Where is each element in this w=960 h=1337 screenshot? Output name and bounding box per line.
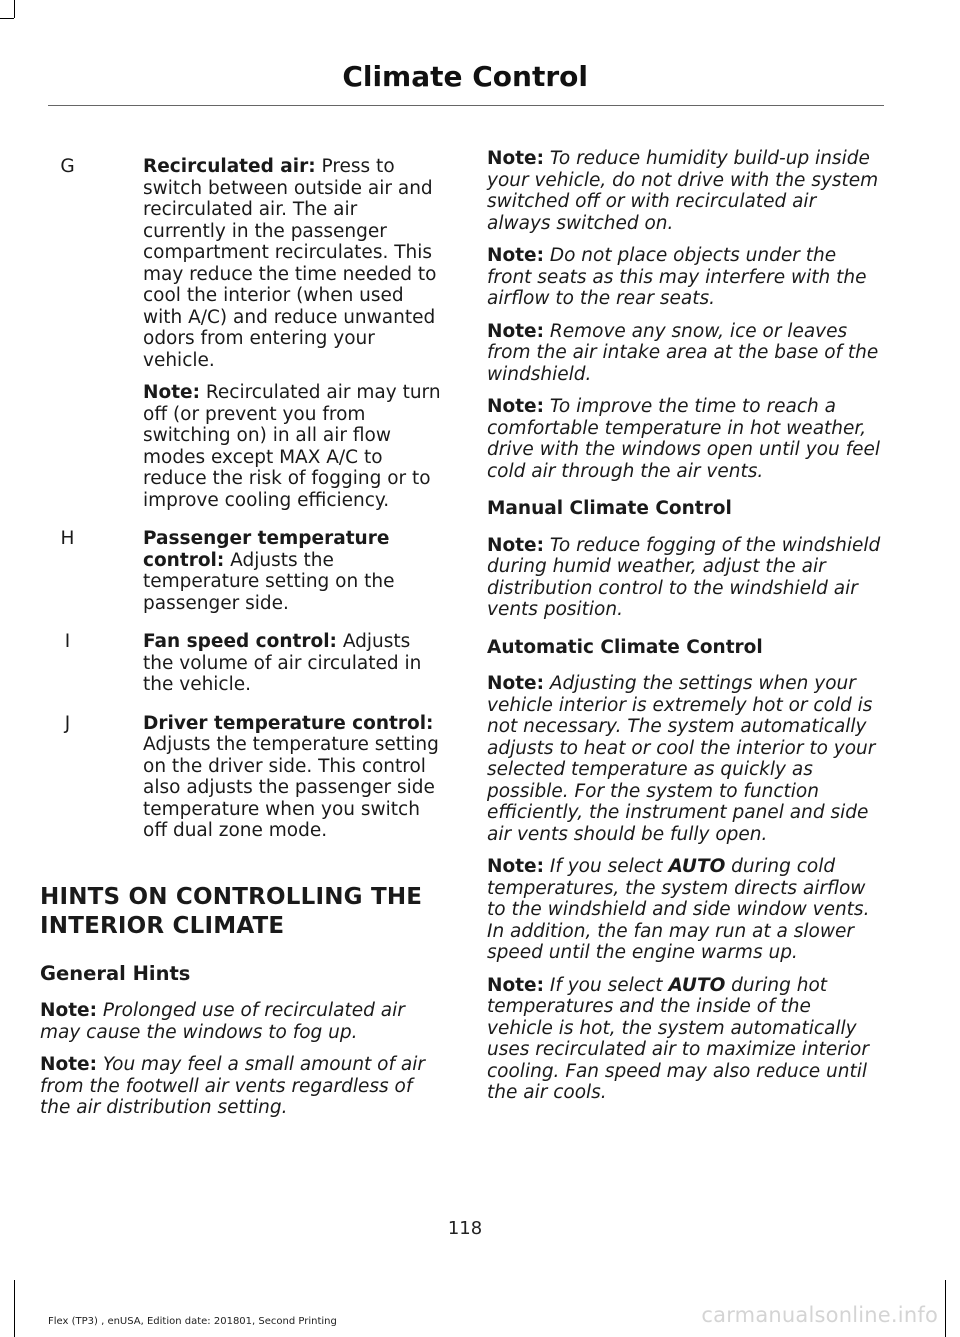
footer-edition: Flex (TP3) , enUSA, Edition date: 201801, Second Printing xyxy=(48,1316,337,1327)
section-heading xyxy=(40,883,445,941)
note-label: Note: xyxy=(487,320,544,342)
crop-mark xyxy=(0,18,14,19)
crop-mark xyxy=(14,0,15,18)
definition-term: Recirculated air: xyxy=(143,156,316,177)
note-label: Note: xyxy=(487,534,544,556)
definition-term: Driver temperature control: xyxy=(143,712,434,734)
general-hints-heading: General Hints xyxy=(40,961,191,985)
note xyxy=(40,1054,445,1119)
watermark: carmanualsonline.info xyxy=(701,1303,938,1327)
note-text: To reduce humidity build-up inside your vehicle, do not drive with the system switched off or with recirculated air always switched on. xyxy=(487,148,879,234)
note-label: Note: xyxy=(40,1000,97,1021)
note xyxy=(487,148,881,234)
note xyxy=(40,1000,445,1043)
definition-key: G xyxy=(60,156,75,177)
definition-item xyxy=(40,713,445,842)
note xyxy=(487,396,881,482)
crop-mark xyxy=(945,1280,946,1337)
note-label: Note: xyxy=(487,673,544,694)
definition-item xyxy=(40,631,445,696)
note xyxy=(487,856,881,964)
auto-keyword: AUTO xyxy=(668,856,726,877)
note-text: You may feel a small amount of air from the footwell air vents regardless of the air distribution setting. xyxy=(40,1054,425,1118)
note xyxy=(487,975,881,1104)
definition-text: Adjusts the volume of air circulated in the vehicle. xyxy=(143,631,422,695)
note-text: Prolonged use of recirculated air may cause the windows to fog up. xyxy=(40,1000,405,1043)
definition-text: Adjusts the temperature setting on the passenger side. xyxy=(143,549,395,614)
note-label: Note: xyxy=(487,856,544,877)
manual-climate-heading: Manual Climate Control xyxy=(487,498,732,519)
crop-mark xyxy=(14,1280,15,1337)
definition-key: H xyxy=(60,528,75,549)
definition-text: Adjusts the temperature setting on the driver side. This control also adjusts the passenger side temperature when you switch off dual zone mode. xyxy=(143,734,439,841)
note-label: Note: xyxy=(143,382,200,403)
section-heading-line1: HINTS ON CONTROLLING THE xyxy=(40,883,423,910)
page-title: Climate Control xyxy=(342,60,588,93)
note-text: If you select xyxy=(543,856,669,877)
note-text: If you select xyxy=(543,974,669,996)
automatic-climate-heading: Automatic Climate Control xyxy=(487,636,763,658)
note-label: Note: xyxy=(487,148,544,169)
right-column xyxy=(487,148,881,1115)
note-text: during hot temperatures and the inside of the vehicle is hot, the system automatically uses recirculated air to maximize interior cooling. Fan speed may also reduce until the air cools. xyxy=(487,974,869,1103)
note-label: Note: xyxy=(40,1054,97,1075)
definition-key: J xyxy=(64,712,71,734)
note-label: Note: xyxy=(487,974,544,996)
note-text: Do not place objects under the front seats as this may interfere with the airflow to the rear seats. xyxy=(487,245,867,309)
note-text: Recirculated air may turn off (or prevent you from switching on) in all air flow modes except MAX A/C to reduce the risk of fogging or to improve cooling efficiency. xyxy=(143,382,441,511)
section-heading-line2: INTERIOR CLIMATE xyxy=(40,912,285,939)
auto-keyword: AUTO xyxy=(668,974,726,996)
definition-key: I xyxy=(64,631,71,652)
note-text: To reduce fogging of the windshield during humid weather, adjust the air distribution control to the windshield air vents position. xyxy=(487,534,881,620)
left-column xyxy=(40,156,445,1130)
note xyxy=(487,245,881,310)
note-text: during cold temperatures, the system directs airflow to the windshield and side window vents. In addition, the fan may run at a slower speed until the engine warms up. xyxy=(487,856,870,963)
note xyxy=(487,535,881,621)
note-label: Note: xyxy=(487,396,544,417)
page-number: 118 xyxy=(447,1218,483,1239)
note-label: Note: xyxy=(487,245,544,266)
note xyxy=(487,321,881,386)
note-text: To improve the time to reach a comfortable temperature in hot weather, drive with the windows open until you feel cold air through the air vents. xyxy=(487,396,880,482)
definition-term: Fan speed control: xyxy=(143,631,337,652)
definition-text: Press to switch between outside air and recirculated air. The air currently in the passenger compartment recirculates. This may reduce the time needed to cool the interior (when used with A/C) and reduce unwanted odors from entering your vehicle. xyxy=(143,156,437,371)
note xyxy=(487,673,881,845)
note-text: Adjusting the settings when your vehicle interior is extremely hot or cold is not necessary. The system automatically adjusts to heat or cool the interior to your selected temperature as quickly as possible. For the system to function efficiently, the instrument panel and side air vents should be fully open. xyxy=(487,673,876,845)
definition-item xyxy=(40,528,445,614)
note-text: Remove any snow, ice or leaves from the air intake area at the base of the windshield. xyxy=(487,320,879,385)
definition-item xyxy=(40,156,445,511)
definition-term: Passenger temperature control: xyxy=(143,528,390,571)
title-divider xyxy=(48,105,884,106)
